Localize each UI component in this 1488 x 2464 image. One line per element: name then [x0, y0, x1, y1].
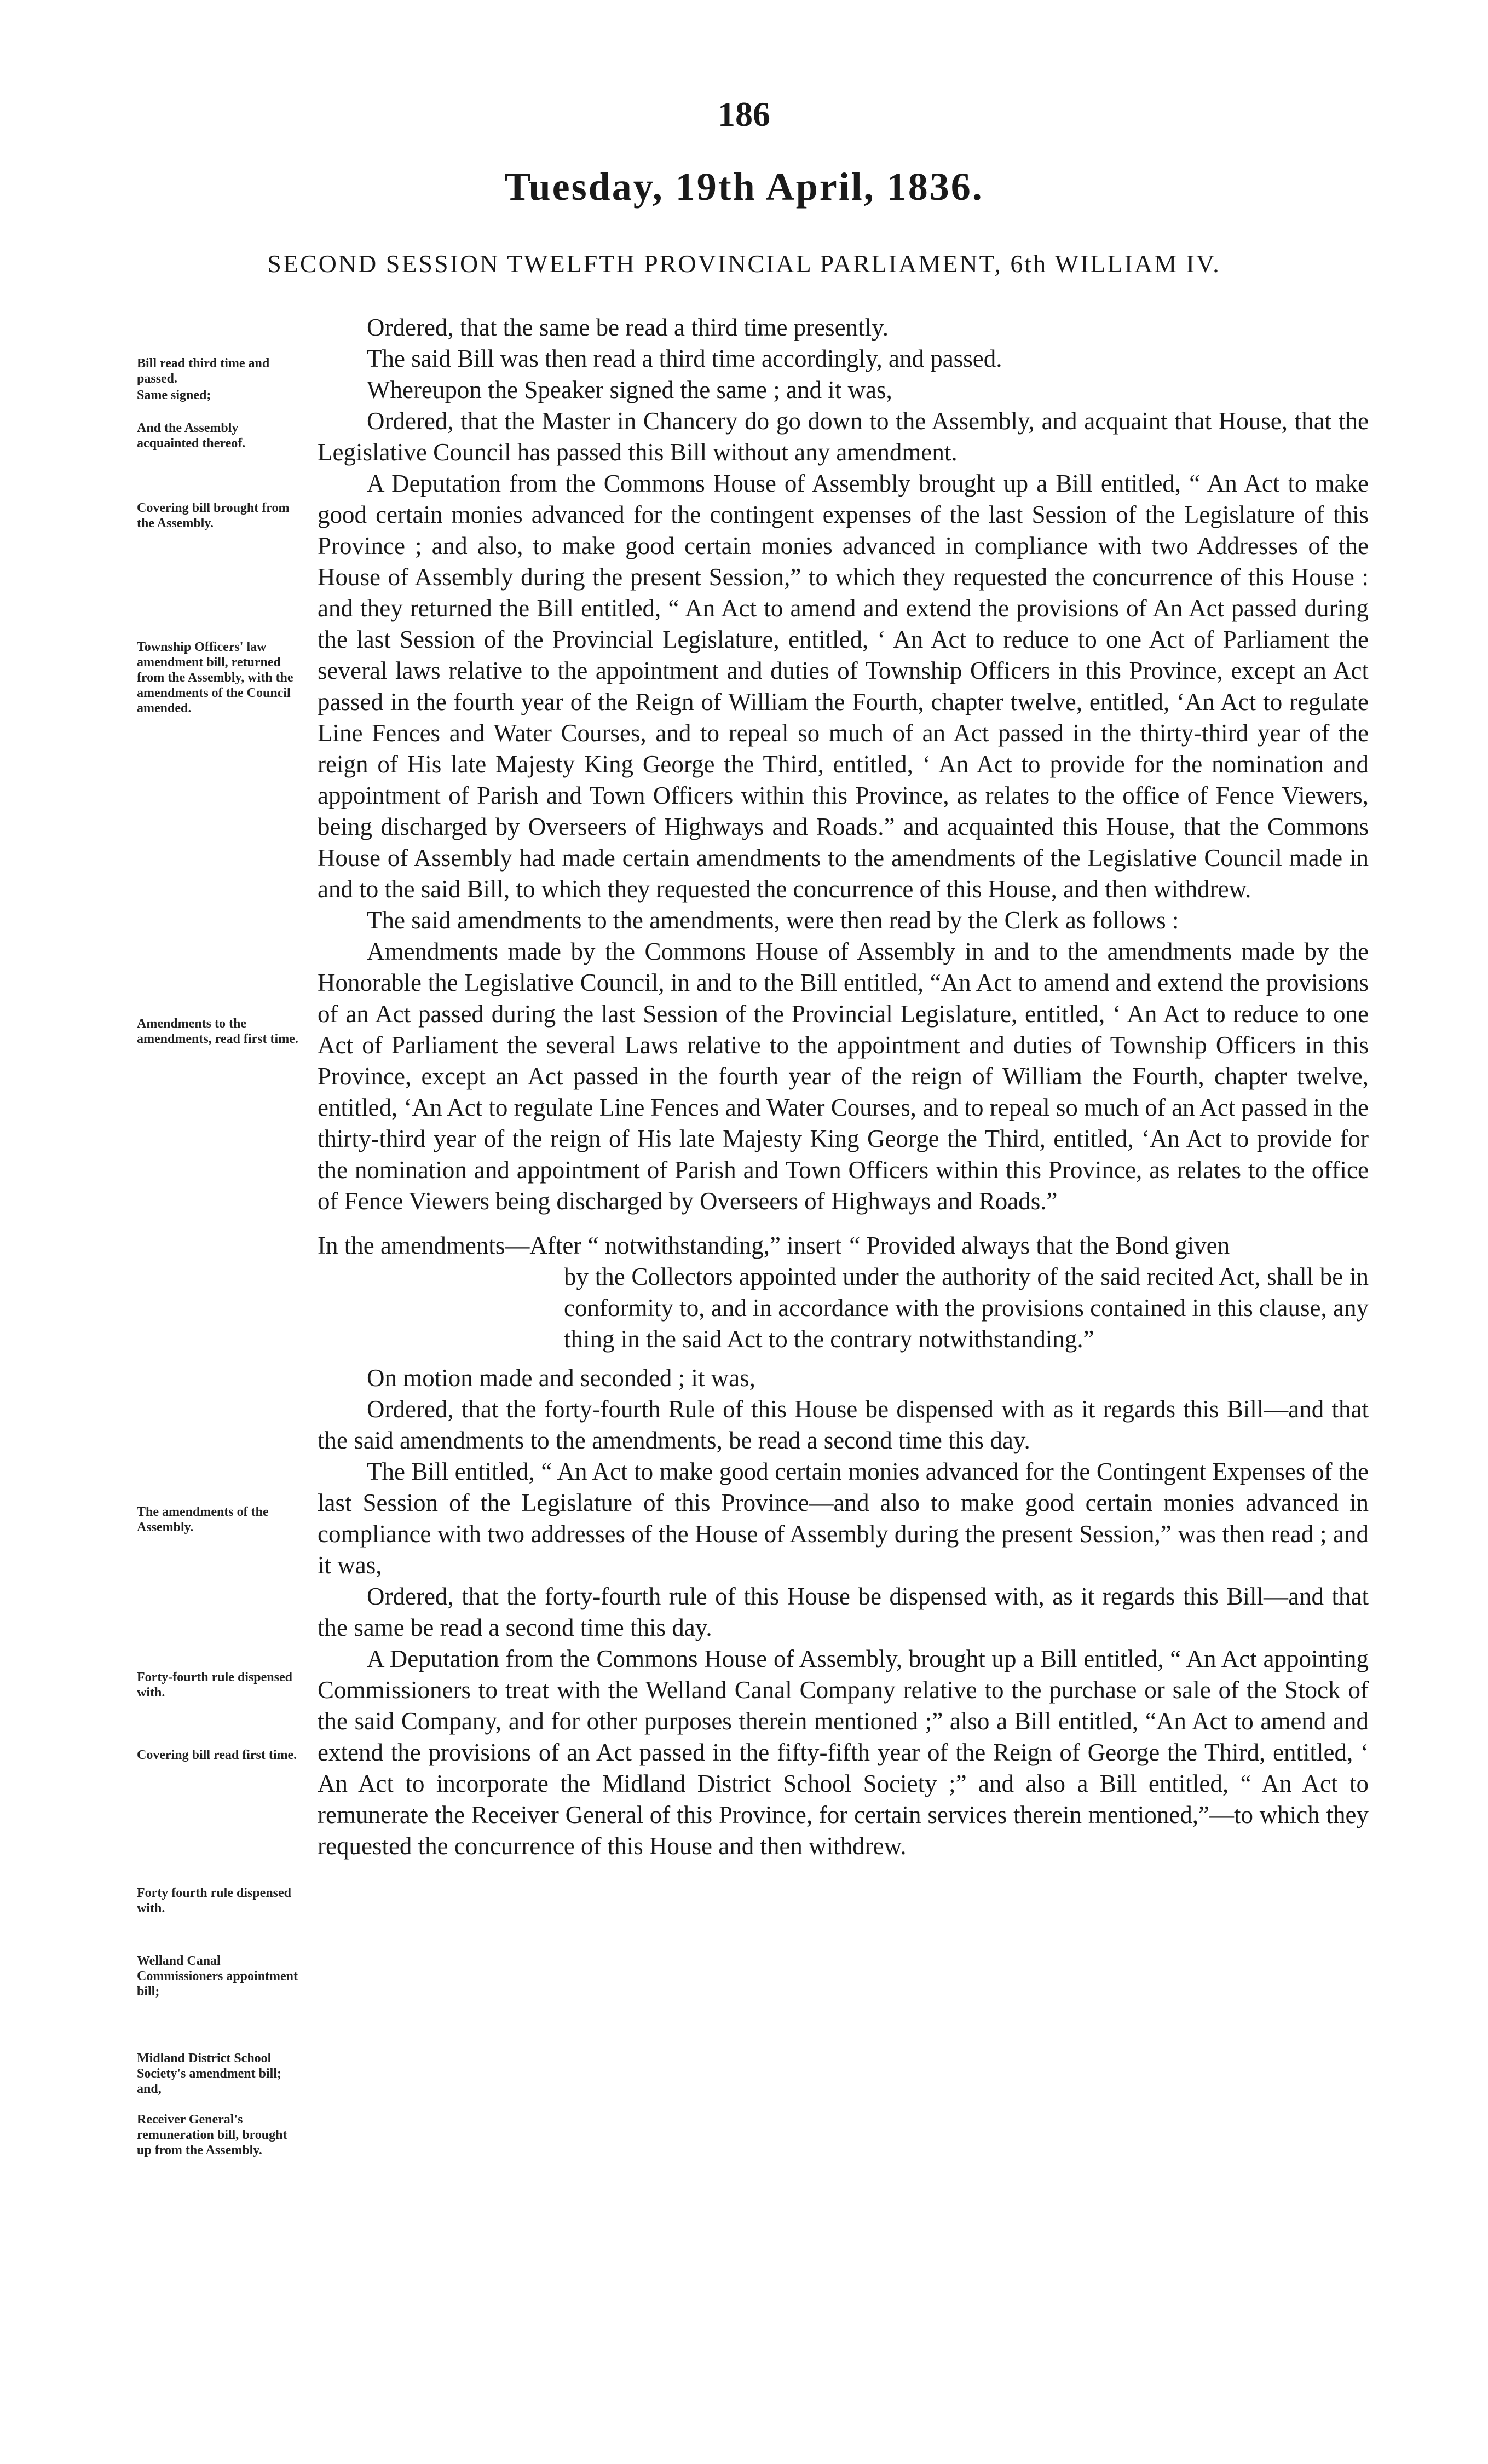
- page-number: 186: [718, 95, 770, 134]
- paragraph: The said Bill was then read a third time accordingly, and passed.: [367, 345, 1002, 372]
- paragraph: The Bill entitled, “ An Act to make good certain monies advanced for the Contingent Expenses of the last Session of the Legislature of this Province—and also to make good certain monies advanced in compliance with two addresses of the House of Assembly during the present Session,” was then read ; and it was,: [318, 1458, 1369, 1579]
- margin-note: Midland District School Society's amendment bill; and,: [137, 2051, 281, 2096]
- date-heading: Tuesday, 19th April, 1836.: [504, 165, 984, 209]
- margin-note: Covering bill brought from the Assembly.: [137, 501, 290, 530]
- margin-note: Receiver General's remuneration bill, brought up from the Assembly.: [137, 2113, 287, 2157]
- paragraph: Ordered, that the Master in Chancery do go down to the Assembly, and acquaint that House, that the Legislative Council has passed this Bill without any amendment.: [318, 407, 1369, 466]
- margin-note: Forty-fourth rule dispensed with.: [137, 1670, 292, 1700]
- margin-note: Township Officers' law amendment bill, returned from the Assembly, with the amendments of the Council amended.: [137, 640, 293, 715]
- amendment-spacer: [318, 1261, 564, 1355]
- paragraph: A Deputation from the Commons House of Assembly, brought up a Bill entitled, “ An Act appointing Commissioners to treat with the Welland Canal Company relative to the purchase or sale of the Stock of the said Company, and for other purposes therein mentioned ;” also a Bill entitled, “An Act to amend and extend the provisions of an Act passed in the fifty-fifth year of the Reign of George the Third, entitled, ‘ An Act to incorporate the Midland District School Society ;” and also a Bill entitled, “ An Act to remunerate the Receiver General of this Province, for certain services therein mentioned,”—to which they requested the concurrence of this House and then withdrew.: [318, 1645, 1369, 1860]
- margin-note: Amendments to the amendments, read first time.: [137, 1017, 298, 1046]
- margin-note: And the Assembly acquainted thereof.: [137, 421, 246, 451]
- margin-note: The amendments of the Assembly.: [137, 1505, 269, 1534]
- margin-note: Forty fourth rule dispensed with.: [137, 1886, 291, 1915]
- amendment-first-line: “ Provided always that the Bond given: [849, 1232, 1230, 1259]
- amendment-rest-row: [318, 1261, 1369, 1355]
- margin-note: Welland Canal Commissioners appointment bill;: [137, 1954, 298, 1999]
- paragraph: The said amendments to the amendments, were then read by the Clerk as follows :: [367, 907, 1179, 934]
- paragraph: Amendments made by the Commons House of Assembly in and to the amendments made by the Honorable the Legislative Council, in and to the Bill entitled, “An Act to amend and extend the provisions of an Act passed during the last Session of the Provincial Legislature, entitled, ‘ An Act to reduce to one Act of Parliament the several Laws relative to the appointment and duties of Township Officers in this Province, except an Act passed in the fourth year of the reign of William the Fourth, chapter twelve, entitled, ‘An Act to regulate Line Fences and Water Courses, and to repeal so much of an Act passed in the thirty-third year of the reign of His late Majesty King George the Third, entitled, ‘An Act to provide for the nomination and appointment of Parish and Town Officers within this Province, as relates to the office of Fence Viewers being discharged by Overseers of Highways and Roads.”: [318, 938, 1369, 1215]
- paragraph: Whereupon the Speaker signed the same ; and it was,: [367, 376, 892, 403]
- session-heading: SECOND SESSION TWELFTH PROVINCIAL PARLIAMENT, 6th WILLIAM IV.: [267, 250, 1221, 278]
- amendment-block: [318, 1230, 1369, 1355]
- body-text: [318, 312, 1369, 1862]
- amendment-first-row: [318, 1230, 1369, 1261]
- paragraph: Ordered, that the forty-fourth Rule of this House be dispensed with as it regards this Bill—and that the said amendments to the amendments, be read a second time this day.: [318, 1395, 1369, 1454]
- amendment-lead: In the amendments—After “ notwithstanding,” insert: [318, 1232, 842, 1259]
- paragraph: On motion made and seconded ; it was,: [367, 1364, 755, 1392]
- paragraph: Ordered, that the forty-fourth rule of this House be dispensed with, as it regards this Bill—and that the same be read a second time this day.: [318, 1583, 1369, 1641]
- paragraph: A Deputation from the Commons House of Assembly brought up a Bill entitled, “ An Act to make good certain monies advanced for the contingent expenses of the last Session of the Legislature of this Province ; and also, to make good certain monies advanced in compliance with two Addresses of the House of Assembly during the present Session,” to which they requested the concurrence of this House : and they returned the Bill entitled, “ An Act to amend and extend the provisions of An Act passed during the last Session of the Provincial Legislature, entitled, ‘ An Act to reduce to one Act of Parliament the several laws relative to the appointment and duties of Township Officers in this Province, except an Act passed in the fourth year of the Reign of William the Fourth, chapter twelve, entitled, ‘An Act to regulate Line Fences and Water Courses, and to repeal so much of an Act passed in the thirty-third year of the reign of His late Majesty King George the Third, entitled, ‘ An Act to provide for the nomination and appointment of Parish and Town Officers within this Province, as relates to the office of Fence Viewers, being discharged by Overseers of Highways and Roads.” and acquainted this House, that the Commons House of Assembly had made certain amendments to the amendments of the Legislative Council made in and to the said Bill, to which they requested the concurrence of this House, and then withdrew.: [318, 470, 1369, 903]
- margin-note: Bill read third time and passed.: [137, 356, 270, 386]
- amendment-rest: by the Collectors appointed under the authority of the said recited Act, shall be in conformity to, and in accordance with the provisions contained in this clause, any thing in the said Act to the contrary notwithstanding.”: [564, 1263, 1369, 1353]
- margin-note: Covering bill read first time.: [137, 1748, 297, 1762]
- margin-note: Same signed;: [137, 388, 211, 402]
- paragraph: Ordered, that the same be read a third time presently.: [367, 314, 889, 341]
